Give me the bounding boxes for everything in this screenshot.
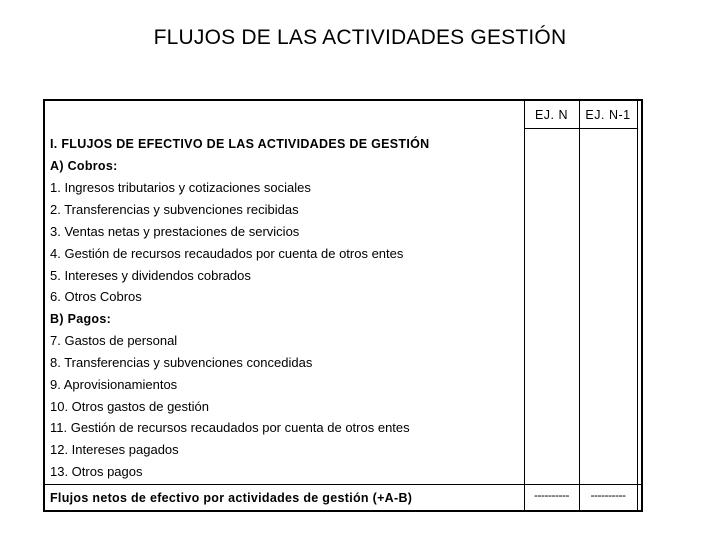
pagos-item: 13. Otros pagos [50,464,143,479]
column-header-current-year: EJ. N [534,108,569,122]
pagos-heading: B) Pagos: [50,312,112,326]
column-divider [579,101,580,510]
total-value-current-year: ---------- [534,488,569,502]
cobros-item: 6. Otros Cobros [50,289,142,304]
pagos-item: 7. Gastos de personal [50,333,178,348]
pagos-item: 12. Intereses pagados [50,442,179,457]
cobros-heading: A) Cobros: [50,159,118,173]
cobros-item: 3. Ventas netas y prestaciones de servicios [50,224,300,239]
cobros-item: 1. Ingresos tributarios y cotizaciones sociales [50,180,311,195]
column-divider [637,101,638,510]
total-value-previous-year: ---------- [590,488,626,502]
cobros-item: 2. Transferencias y subvenciones recibidas [50,202,299,217]
total-label: Flujos netos de efectivo por actividades de gestión (+A-B) [50,491,413,505]
pagos-item: 8. Transferencias y subvenciones concedidas [50,355,313,370]
column-header-previous-year: EJ. N-1 [585,108,631,122]
pagos-item: 9. Aprovisionamientos [50,377,178,392]
cobros-item: 5. Intereses y dividendos cobrados [50,268,251,283]
section-title: I. FLUJOS DE EFECTIVO DE LAS ACTIVIDADES DE GESTIÓN [50,137,430,151]
cash-flow-table [43,99,643,512]
page-title: FLUJOS DE LAS ACTIVIDADES GESTIÓN [153,26,567,49]
cobros-item: 4. Gestión de recursos recaudados por cuenta de otros entes [50,246,404,261]
header-divider [524,128,637,129]
column-divider [524,101,525,510]
pagos-item: 10. Otros gastos de gestión [50,399,209,414]
pagos-item: 11. Gestión de recursos recaudados por cuenta de otros entes [50,420,410,435]
total-divider [45,484,641,485]
